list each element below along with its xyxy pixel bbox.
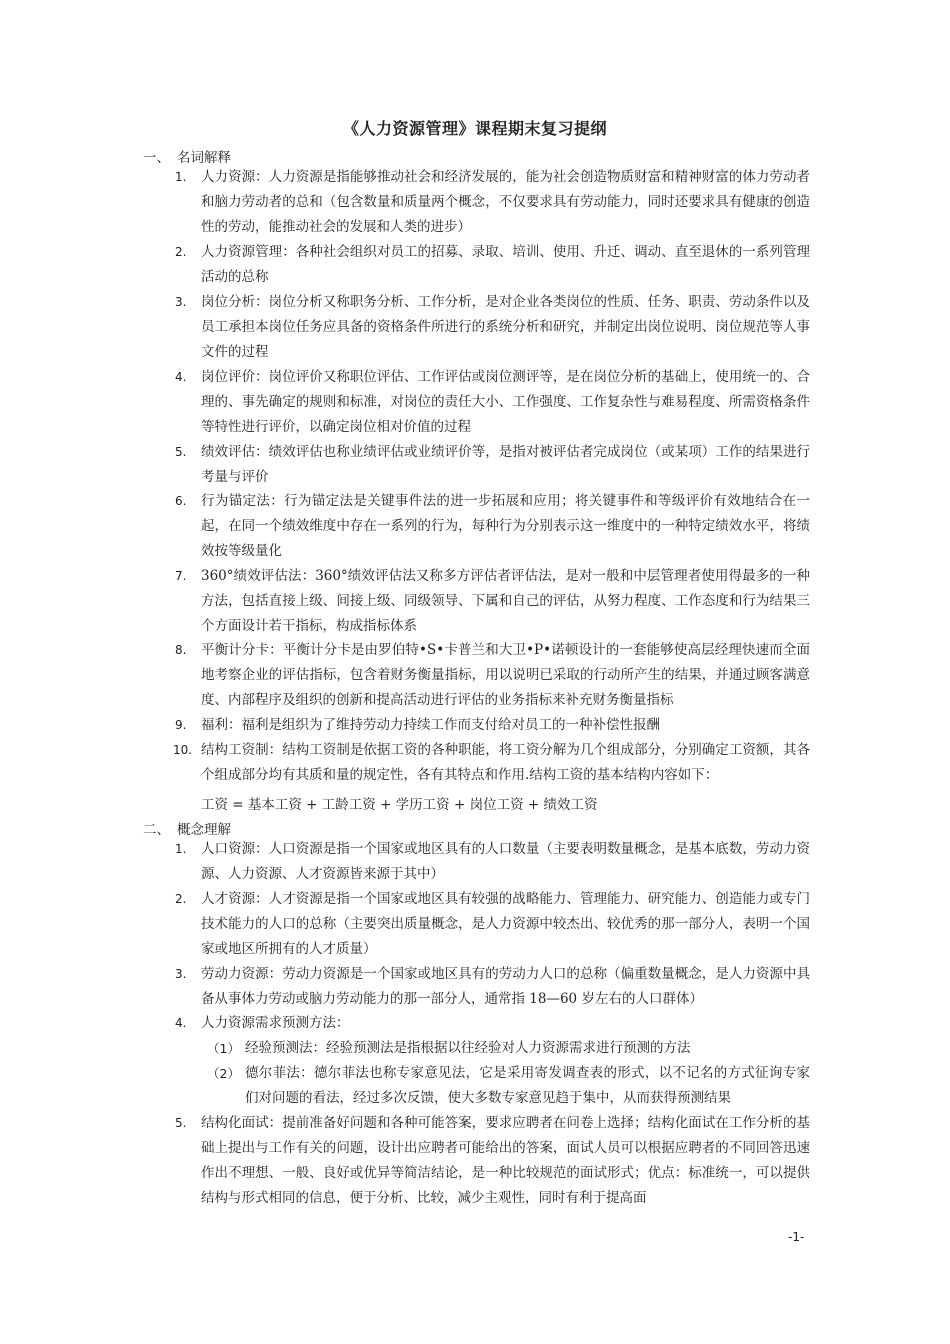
list-item <box>175 887 810 962</box>
list-number: 4. <box>175 1016 187 1030</box>
list-text: 人口资源：人口资源是指一个国家或地区具有的人口数量（主要表明数量概念，是基本底数，劳动力资源、人力资源、人才资源皆来源于其中） <box>201 841 810 882</box>
list-number: 10. <box>173 743 193 757</box>
list-number: 6. <box>175 494 187 508</box>
list-text: 结构化面试：提前准备好问题和各种可能答案，要求应聘者在问卷上选择；结构化面试在工作分析的基础上提出与工作有关的问题，设计出应聘者可能给出的答案，面试人员可以根据应聘者的不同回答迅速作出不理想、一般、良好或优异等简洁结论，是一种比较规范的面试形式；优点：标准统一，可以提供结构与形式相同的信息，便于分析、比较，减少主观性，同时有利于提高面 <box>201 1115 810 1206</box>
list-number: 3. <box>175 295 187 309</box>
section-label: 名词解释 <box>177 150 231 166</box>
list-number: 1. <box>175 842 187 856</box>
list-text: 劳动力资源：劳动力资源是一个国家或地区具有的劳动力人口的总称（偏重数量概念，是人力资源中具备从事体力劳动或脑力劳动能力的那一部分人，通常指 18—60 岁左右的人口群体） <box>201 966 810 1007</box>
list-number: 2. <box>175 892 187 906</box>
list-number: 3. <box>175 967 187 981</box>
list-item <box>175 837 810 887</box>
list-item <box>175 240 810 290</box>
list-text: 人力资源：人力资源是指能够推动社会和经济发展的，能为社会创造物质财富和精神财富的体力劳动者和脑力劳动者的总和（包含数量和质量两个概念，不仅要求具有劳动能力，同时还要求具有健康的创造性的劳动，能推动社会的发展和人类的进步） <box>201 169 810 235</box>
list-text: 福利：福利是组织为了维持劳动力持续工作而支付给对员工的一种补偿性报酬 <box>201 717 660 733</box>
list-text: 行为锚定法：行为锚定法是关键事件法的进一步拓展和应用；将关键事件和等级评价有效地结合在一起，在同一个绩效维度中存在一系列的行为，每种行为分别表示这一维度中的一种特定绩效水平，将绩效按等级量化 <box>201 493 810 559</box>
page-number: -1- <box>788 1230 805 1244</box>
list-text: 人力资源管理：各种社会组织对员工的招募、录取、培训、使用、升迁、调动、直至退休的一系列管理活动的总称 <box>201 244 810 285</box>
list-number: 5. <box>175 1116 187 1130</box>
list-item <box>175 489 810 564</box>
sub-list-item <box>207 1061 810 1111</box>
list-item <box>175 1111 810 1211</box>
list-item <box>175 165 810 240</box>
list-item <box>175 1011 810 1036</box>
document-title: 《人力资源管理》课程期末复习提纲 <box>342 119 607 138</box>
list-item <box>175 365 810 440</box>
list-item <box>175 440 810 490</box>
sub-list-number: （1） <box>207 1041 240 1056</box>
list-number: 5. <box>175 445 187 459</box>
list-item <box>175 564 810 639</box>
list-number: 4. <box>175 370 187 384</box>
section-label: 概念理解 <box>177 822 231 838</box>
list-item <box>175 962 810 1012</box>
list-number: 2. <box>175 245 187 259</box>
sub-list-text: 经验预测法：经验预测法是指根据以往经验对人力资源需求进行预测的方法 <box>245 1040 691 1056</box>
wage-formula: 工资 = 基本工资 + 工龄工资 + 学历工资 + 岗位工资 + 绩效工资 <box>201 797 598 813</box>
list-text: 岗位评价：岗位评价又称职位评估、工作评估或岗位测评等，是在岗位分析的基础上，使用统一的、合理的、事先确定的规则和标准，对岗位的责任大小、工作强度、工作复杂性与难易程度、所需资格条件等特性进行评价，以确定岗位相对价值的过程 <box>201 369 810 435</box>
sub-list-item <box>207 1036 810 1061</box>
section-number: 二、 <box>143 822 170 838</box>
list-item <box>175 638 810 713</box>
list-number: 9. <box>175 718 187 732</box>
section-heading-concepts <box>143 818 231 838</box>
section-number: 一、 <box>143 150 170 166</box>
list-text: 绩效评估：绩效评估也称业绩评估或业绩评价等，是指对被评估者完成岗位（或某项）工作的结果进行考量与评价 <box>201 444 810 485</box>
list-number: 1. <box>175 170 187 184</box>
section-heading-terms <box>143 146 231 166</box>
list-number: 8. <box>175 643 187 657</box>
list-item <box>175 713 810 738</box>
list-text: 人力资源需求预测方法： <box>201 1015 350 1031</box>
sub-list-number: （2） <box>207 1066 240 1081</box>
list-item <box>175 738 810 788</box>
list-text: 360°绩效评估法：360°绩效评估法又称多方评估者评估法，是对一般和中层管理者使用得最多的一种方法，包括直接上级、间接上级、同级领导、下属和自己的评估，从努力程度、工作态度和行为结果三个方面设计若干指标，构成指标体系 <box>201 568 810 634</box>
sub-list-text: 德尔菲法：德尔菲法也称专家意见法，它是采用寄发调查表的形式，以不记名的方式征询专家们对问题的看法，经过多次反馈，使大多数专家意见趋于集中，从而获得预测结果 <box>245 1065 810 1106</box>
list-number: 7. <box>175 569 187 583</box>
list-item <box>175 290 810 365</box>
list-text: 岗位分析：岗位分析又称职务分析、工作分析，是对企业各类岗位的性质、任务、职责、劳动条件以及员工承担本岗位任务应具备的资格条件所进行的系统分析和研究，并制定出岗位说明、岗位规范等人事文件的过程 <box>201 294 810 360</box>
list-text: 人才资源：人才资源是指一个国家或地区具有较强的战略能力、管理能力、研究能力、创造能力或专门技术能力的人口的总称（主要突出质量概念，是人力资源中较杰出、较优秀的那一部分人，表明一个国家或地区所拥有的人才质量） <box>201 891 810 957</box>
list-text: 平衡计分卡：平衡计分卡是由罗伯特•S•卡普兰和大卫•P•诺顿设计的一套能够使高层经理快速而全面地考察企业的评估指标，包含着财务衡量指标，用以说明已采取的行动所产生的结果，并通过顾客满意度、内部程序及组织的创新和提高活动进行评估的业务指标来补充财务衡量指标 <box>201 642 810 708</box>
list-text: 结构工资制：结构工资制是依据工资的各种职能，将工资分解为几个组成部分，分别确定工资额，其各个组成部分均有其质和量的规定性，各有其特点和作用.结构工资的基本结构内容如下： <box>201 742 810 783</box>
